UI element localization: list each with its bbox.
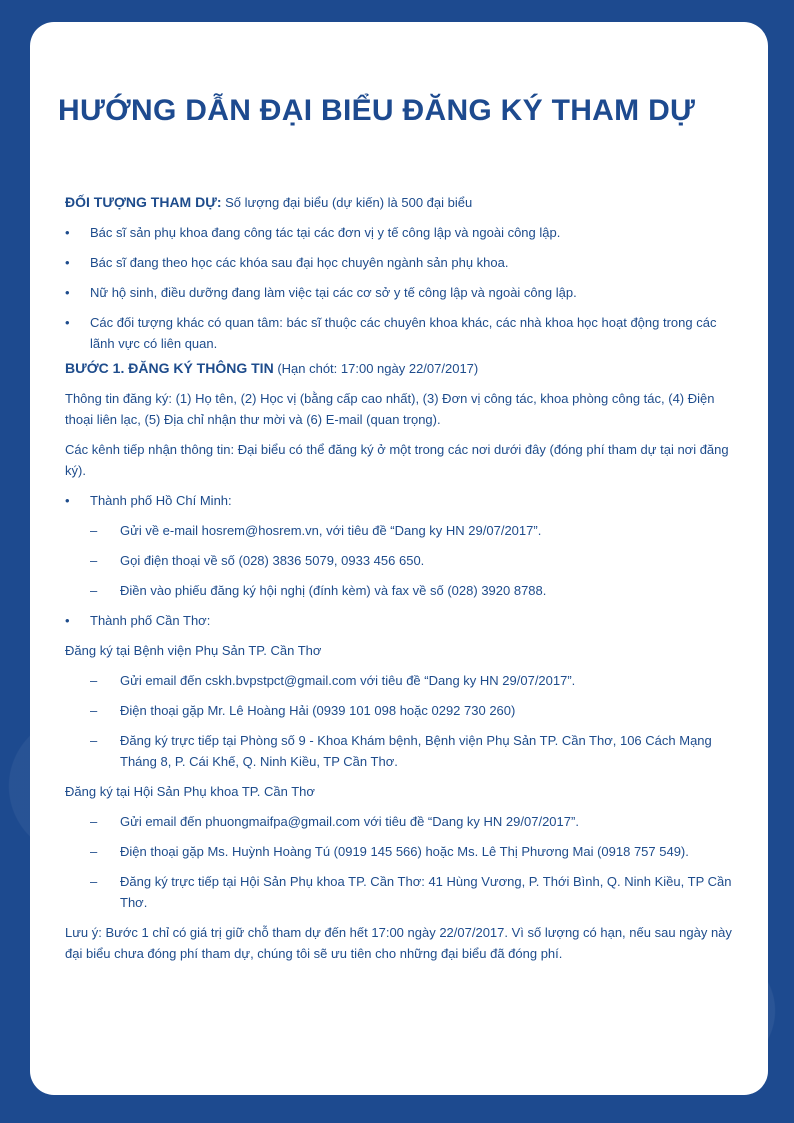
section-buoc1-heading xyxy=(65,358,733,379)
list-item: – Gửi về e-mail hosrem@hosrem.vn, với tiêu đề “Dang ky HN 29/07/2017”. xyxy=(65,520,733,541)
list-item: • Nữ hộ sinh, điều dưỡng đang làm việc tại các cơ sở y tế công lập và ngoài công lập. xyxy=(65,282,733,303)
dash-icon: – xyxy=(90,523,98,538)
city-hcm: • Thành phố Hồ Chí Minh: xyxy=(65,490,733,511)
list-item: • Bác sĩ sản phụ khoa đang công tác tại các đơn vị y tế công lập và ngoài công lập. xyxy=(65,222,733,243)
dash-icon: – xyxy=(90,703,98,718)
doi-tuong-count: Số lượng đại biểu (dự kiến) là 500 đại biểu xyxy=(225,195,473,210)
bullet-icon: • xyxy=(65,285,70,300)
bullet-icon: • xyxy=(65,225,70,240)
dash-icon: – xyxy=(90,874,98,889)
note-text: Lưu ý: Bước 1 chỉ có giá trị giữ chỗ tham dự đến hết 17:00 ngày 22/07/2017. Vì số lượng có hạn, nếu sau ngày này đại biểu chưa đóng phí tham dự, chúng tôi sẽ ưu tiên cho những đại biểu đã đóng phí. xyxy=(65,925,732,961)
list-item: – Gửi email đến cskh.bvpstpct@gmail.com với tiêu đề “Dang ky HN 29/07/2017”. xyxy=(65,670,733,691)
list-item: – Đăng ký trực tiếp tại Phòng số 9 - Khoa Khám bệnh, Bệnh viện Phụ Sản TP. Cần Thơ, 106 Cách Mạng Tháng 8, P. Cái Khế, Q. Ninh Kiều, TP Cần Thơ. xyxy=(65,730,733,772)
list-item: – Gọi điện thoại về số (028) 3836 5079, 0933 456 650. xyxy=(65,550,733,571)
association-label: Đăng ký tại Hội Sản Phụ khoa TP. Cần Thơ xyxy=(65,784,315,799)
bullet-icon: • xyxy=(65,493,70,508)
list-item: – Điện thoại gặp Mr. Lê Hoàng Hải (0939 101 098 hoặc 0292 730 260) xyxy=(65,700,733,721)
bullet-icon: • xyxy=(65,613,70,628)
bullet-icon: • xyxy=(65,315,70,330)
list-item: • Các đối tượng khác có quan tâm: bác sĩ thuộc các chuyên khoa khác, các nhà khoa học hoạt động trong các lãnh vực có liên quan. xyxy=(65,312,733,354)
list-item: – Gửi email đến phuongmaifpa@gmail.com với tiêu đề “Dang ky HN 29/07/2017”. xyxy=(65,811,733,832)
city-cantho: • Thành phố Cần Thơ: xyxy=(65,610,733,631)
dash-icon: – xyxy=(90,583,98,598)
list-item: – Điền vào phiếu đăng ký hội nghị (đính kèm) và fax về số (028) 3920 8788. xyxy=(65,580,733,601)
section-heading-buoc1: BƯỚC 1. ĐĂNG KÝ THÔNG TIN xyxy=(65,360,274,376)
list-item: – Đăng ký trực tiếp tại Hội Sản Phụ khoa TP. Cần Thơ: 41 Hùng Vương, P. Thới Bình, Q. Ninh Kiều, TP Cần Thơ. xyxy=(65,871,733,913)
deadline-text: (Hạn chót: 17:00 ngày 22/07/2017) xyxy=(277,361,479,376)
hospital-label: Đăng ký tại Bệnh viện Phụ Sản TP. Cần Thơ xyxy=(65,643,322,658)
list-item: • Bác sĩ đang theo học các khóa sau đại học chuyên ngành sản phụ khoa. xyxy=(65,252,733,273)
document-page xyxy=(30,22,768,1095)
dash-icon: – xyxy=(90,673,98,688)
section-heading-doi-tuong: ĐỐI TƯỢNG THAM DỰ: xyxy=(65,194,222,210)
list-item: – Điện thoại gặp Ms. Huỳnh Hoàng Tú (0919 145 566) hoặc Ms. Lê Thị Phương Mai (0918 757 549). xyxy=(65,841,733,862)
channels-text: Các kênh tiếp nhận thông tin: Đại biểu có thể đăng ký ở một trong các nơi dưới đây (đóng phí tham dự tại nơi đăng ký). xyxy=(65,442,729,478)
dash-icon: – xyxy=(90,553,98,568)
document-body xyxy=(65,192,733,973)
section-doi-tuong-intro xyxy=(65,192,733,213)
bullet-icon: • xyxy=(65,255,70,270)
registration-info: Thông tin đăng ký: (1) Họ tên, (2) Học vị (bằng cấp cao nhất), (3) Đơn vị công tác, khoa phòng công tác, (4) Điện thoại liên lạc, (5) Địa chỉ nhận thư mời và (6) E-mail (quan trọng). xyxy=(65,391,715,427)
dash-icon: – xyxy=(90,733,98,748)
dash-icon: – xyxy=(90,814,98,829)
dash-icon: – xyxy=(90,844,98,859)
page-title: HƯỚNG DẪN ĐẠI BIỂU ĐĂNG KÝ THAM DỰ xyxy=(58,94,696,127)
